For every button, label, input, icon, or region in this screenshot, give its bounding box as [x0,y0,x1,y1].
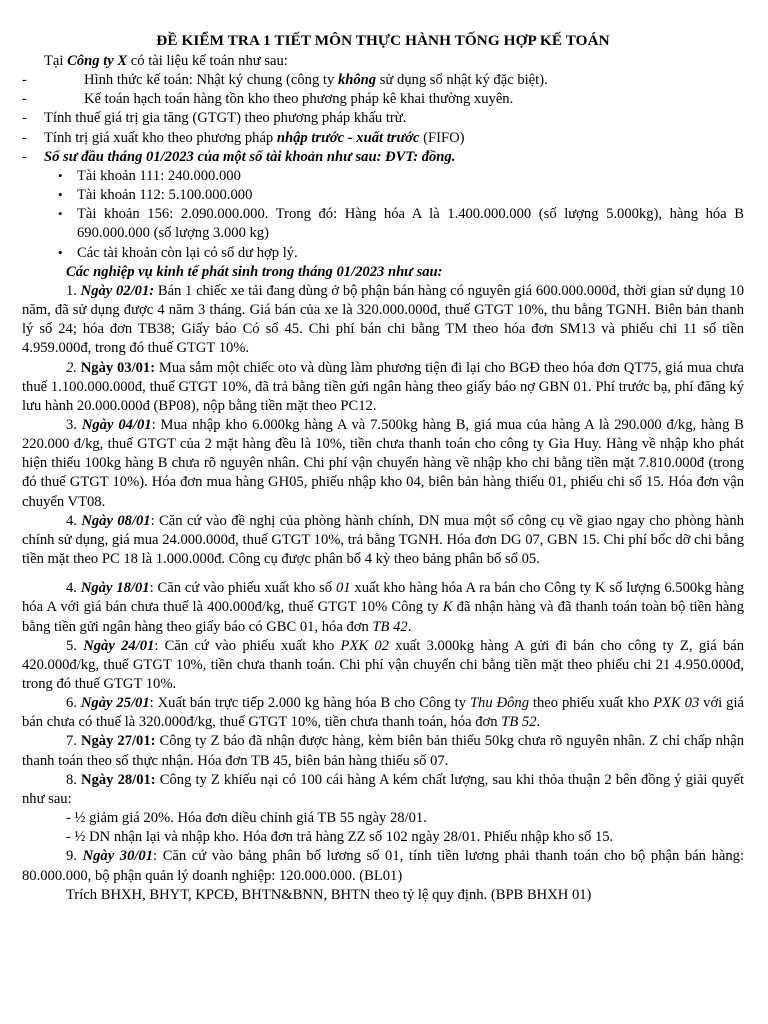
dash-marker-icon: - [22,129,27,146]
entry-number: 7. [66,733,81,750]
entry-3 [22,512,744,569]
entry-6 [22,694,744,732]
dash-item-0 [22,71,744,90]
entry-date-label: Ngày 27/01: [80,733,156,750]
entry-8 [22,771,744,809]
entry-body: : Căn cứ vào bảng phân bố lương số 01, tính tiền lương phải thanh toán cho bộ phận bán hàng: 80.000.000, bộ phận quản lý doanh nghiệp: 120.000.000. (BL01) [22,848,744,884]
entry-last [22,847,744,885]
intro-line [22,52,744,71]
sub-item-text: - ½ DN nhận lại và nhập kho. Hóa đơn trả hàng ZZ số 102 ngày 28/01. Phiếu nhập kho số 15. [66,829,614,846]
entry-4-body-part-6: . [407,618,412,635]
dash-item-2-part-0: Tính thuế giá trị gia tăng (GTGT) theo phương pháp khấu trừ. [44,110,407,127]
entry-date-label: Ngày 28/01: [81,771,156,788]
bullet-item-text: Tài khoản 111: 240.000.000 [77,167,241,184]
entry-date-label: Ngày 25/01 [80,695,150,712]
entry-date-label: Ngày 04/01 [81,416,152,433]
closing-line [22,886,744,905]
entry-2 [22,416,744,512]
entry-body: Mua sắm một chiếc oto và dùng làm phương tiện đi lại cho BGĐ theo hóa đơn QT75, giá mua chưa thuế 1.100.000.000đ, thuế GTGT 10%, đã trả bằng tiền gửi ngân hàng theo giấy báo nợ GBN 01. Phí trước bạ, phí đăng ký lưu hành 20.000.000đ (BP08), nộp bằng tiền mặt theo PC12. [22,359,744,414]
entry-4-body-part-3: K [442,599,453,616]
bullet-item-0 [22,167,744,186]
dash-item-1 [22,90,744,109]
entry-1 [22,359,744,416]
dash-marker-icon: - [22,91,27,108]
bullet-marker-icon: • [58,167,63,183]
entry-body: Công ty Z khiếu nại có 100 cái hàng A kém chất lượng, sau khi thỏa thuận 2 bên đồng ý giải quyết như sau: [22,771,744,807]
dash-item-4-part-2: ĐVT: đồng. [385,148,456,165]
entry-number: 4. [66,580,81,597]
intro-prefix: Tại [44,53,68,69]
paragraph-gap [22,569,744,579]
entry-list [22,282,744,905]
dash-item-3-part-0: Tính trị giá xuất kho theo phương pháp [44,129,277,146]
dash-item-3-part-1: nhập trước - xuất trước [276,129,420,146]
intro-suffix: có tài liệu kế toán như sau: [127,53,288,69]
entry-5-body-part-1: PXK 02 [340,637,389,654]
dash-marker-icon: - [22,148,27,165]
entry-5 [22,637,744,694]
entry-date-label: Ngày 30/01 [82,848,154,865]
entry-body: : Căn cứ vào đề nghị của phòng hành chính, DN mua một số công cụ về giao ngay cho phòng hành chính sử dụng, giá mua 24.000.000đ, thuế GTGT 10%, trả bằng TGNH. Hóa đơn DG 07, GBN 15. Chi phí bốc dỡ chi bằng tiền mặt theo PC 18 là 1.000.000đ. Công cụ được phân bổ 4 kỳ theo bảng phân bố số 05. [22,512,744,568]
entry-4 [22,579,744,636]
dash-item-1-part-0: Kế toán hạch toán hàng tồn kho theo phương pháp kê khai thường xuyên. [84,91,514,108]
entry-date-label: Ngày 18/01 [80,580,150,597]
dash-item-4 [22,148,744,167]
dash-item-text [44,90,513,109]
entry-4-body-part-1: 01 [335,580,351,597]
entry-4-body-part-5: TB 42 [372,618,408,635]
dash-item-text [44,148,455,167]
bullet-marker-icon: • [58,244,63,260]
dash-item-2 [22,109,744,128]
entry-6-body-part-1: Thu Đông [469,695,529,712]
entry-6-body-part-6: . [536,714,541,731]
company-name: Công ty X [67,53,128,69]
bullet-marker-icon: • [58,187,63,203]
entry-date-label: Ngày 24/01 [83,637,155,654]
entry-number: 4. [66,512,82,529]
page-title: ĐỀ KIỂM TRA 1 TIẾT MÔN THỰC HÀNH TỐNG HỢP KẾ TOÁN [156,32,610,49]
dash-item-0-part-0: Hình thức kế toán: Nhật ký chung (công ty [84,72,338,89]
entry-7 [22,732,744,770]
entry-6-body-part-2: theo phiếu xuất kho [529,695,654,712]
entry-number: 1. [66,282,81,299]
entry-date-label: Ngày 03/01: [80,359,156,376]
entry-number: 2. [66,359,81,376]
entry-body: Công ty Z báo đã nhận được hàng, kèm biên bản thiếu 50kg chưa rõ nguyên nhân. Z chỉ chấp nhận thanh toán theo số thực nhận. Hóa đơn TB 45, biên bản hàng thiếu số 07. [22,733,744,769]
entry-body: Bán 1 chiếc xe tải đang dùng ở bộ phận bán hàng có nguyên giá 600.000.000đ, thời gian sử dụng 10 năm, đã sử dụng được 4 năm 3 tháng. Giá bán của xe là 320.000.000đ, thuế GTGT 10%, thu bằng TGNH. Biên bản thanh lý số 24; hóa đơn TB38; Giấy báo Có số 45. Chi phí bán chi bằng TM theo hóa đơn SM13 và phiếu chi 11 số tiền 4.959.000đ, trong đó thuế GTGT 10%. [22,282,744,357]
section-heading: Các nghiệp vụ kinh tế phát sinh trong tháng 01/2023 như sau: [66,263,443,280]
bullet-item-text: Các tài khoản còn lại có số dư hợp lý. [77,244,298,261]
entry-5-body-part-0: : Căn cứ vào phiếu xuất kho [154,637,341,654]
closing-text: Trích BHXH, BHYT, KPCĐ, BHTN&BNN, BHTN theo tỷ lệ quy định. (BPB BHXH 01) [66,886,592,903]
entry-6-body-part-3: PXK 03 [653,695,700,712]
bullet-item-2 [22,205,744,243]
dash-item-0-part-1: không [337,72,377,89]
bullet-item-text: Tài khoản 156: 2.090.000.000. Trong đó: Hàng hóa A là 1.400.000.000 (số lượng 5.000kg), hàng hóa B 690.000.000 (số lượng 3.000 kg) [77,206,744,242]
bullet-item-text: Tài khoản 112: 5.100.000.000 [77,187,253,204]
entry-0 [22,282,744,359]
entry-6-body-part-5: TB 52 [501,714,537,731]
entry-date-label: Ngày 08/01 [81,512,151,529]
bullet-marker-icon: • [58,206,63,222]
dash-item-0-part-2: sử dụng sổ nhật ký đặc biệt). [376,72,548,89]
entry-number: 3. [66,416,82,433]
entry-number: 6. [66,695,81,712]
dash-marker-icon: - [22,72,27,89]
entry-4-body-part-4: đã nhận hàng và đã thanh toán toàn bộ tiền hàng bằng tiền gửi ngân hàng theo giấy báo có GBC 01, hóa đơn [22,599,744,635]
dash-item-text [44,129,465,148]
dash-list [22,71,744,167]
entry-body: : Mua nhập kho 6.000kg hàng A và 7.500kg hàng B, giá mua của hàng A là 290.000 đ/kg, hàng B 220.000 đ/kg, thuế GTGT của 2 mặt hàng đều là 10%, tiền chưa thanh toán cho công ty Gia Huy. Hàng về nhập kho phát hiện thiếu 100kg hàng B chưa rõ nguyên nhân. Chi phí vận chuyển hàng về nhập kho chi bằng tiền mặt 7.810.000đ (trong đó thuế GTGT 10%). Hóa đơn mua hàng GH05, phiếu nhập kho 04, biên bản hàng thiếu 01, phiếu chi số 15. Hóa đơn vận chuyển VT08. [22,416,744,510]
entry-number: 9. [66,848,83,865]
sub-item-1 [22,828,744,847]
dash-item-4-part-0: Số sư đầu tháng 01/2023 của một số tài khoản như sau: [44,148,382,165]
bullet-item-1 [22,186,744,205]
entry-5-body-part-2: xuất 3.000kg hàng A gửi đi bán cho công ty Z, giá bán 420.000đ/kg, thuế GTGT 10%, tiền chưa thanh toán. Chi phí vận chuyển chi bằng tiền mặt theo phiếu chi 21 4.950.000đ, trong đó thuế GTGT 10%. [22,637,745,692]
entry-6-body-part-0: : Xuất bán trực tiếp 2.000 kg hàng hóa B cho Công ty [149,695,470,712]
bullet-item-3 [22,244,744,263]
entry-number: 8. [66,771,82,788]
bullet-list [22,167,744,263]
dash-marker-icon: - [22,110,27,127]
dash-item-text [44,71,548,90]
entry-date-label: Ngày 02/01: [80,282,155,299]
sub-item-0 [22,809,744,828]
entry-number: 5. [66,637,84,654]
dash-item-3-part-2: (FIFO) [419,129,465,146]
dash-item-text [44,109,406,128]
entry-4-body-part-0: : Căn cứ vào phiếu xuất kho số [149,580,336,597]
dash-item-3 [22,129,744,148]
entry-6-body-part-4: với giá bán chưa có thuế là 320.000đ/kg, thuế GTGT 10%, tiền chưa thanh toán, hóa đơn [22,695,744,731]
entry-4-body-part-2: xuất kho hàng hóa A ra bán cho Công ty K số lượng 6.500kg hàng hóa A với giá bán chưa thuế là 400.000đ/kg, thuế GTGT 10% Công ty [22,580,745,616]
sub-item-text: - ½ giảm giá 20%. Hóa đơn diều chỉnh giá TB 55 ngày 28/01. [66,810,427,827]
